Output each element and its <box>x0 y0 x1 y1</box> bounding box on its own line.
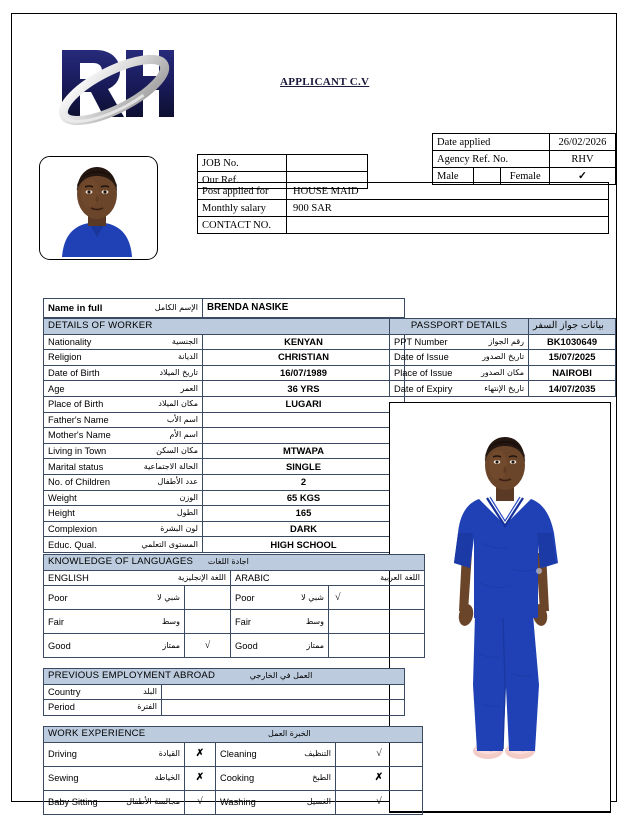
job-no-value[interactable] <box>287 155 368 172</box>
detail-label-ar: الجنسية <box>171 336 198 346</box>
table-row <box>44 412 405 428</box>
previous-employment-title-en: PREVIOUS EMPLOYMENT ABROAD <box>48 670 216 682</box>
work-task-right-mark[interactable]: ✗ <box>336 766 423 790</box>
passport-details-title: PASSPORT DETAILS <box>390 319 529 335</box>
work-task-right-mark[interactable]: √ <box>336 790 423 814</box>
female-checkbox[interactable]: ✓ <box>549 168 615 185</box>
detail-label-en: Age <box>48 383 65 394</box>
table-row <box>44 299 405 318</box>
detail-label-en: Height <box>48 508 75 519</box>
detail-value[interactable] <box>203 428 405 444</box>
detail-label-ar: المستوى التعلمي <box>141 539 198 549</box>
table-row <box>390 334 616 350</box>
detail-label-en: Complexion <box>48 524 98 535</box>
work-experience-band <box>44 727 423 743</box>
male-label: Male <box>433 168 474 185</box>
work-task-right-en: Cleaning <box>220 749 257 760</box>
male-checkbox[interactable] <box>474 168 501 185</box>
english-level-label-en: Good <box>48 640 71 651</box>
passport-details-table <box>389 318 616 397</box>
prev-employment-label-ar: الفترة <box>137 702 157 712</box>
female-label: Female <box>501 168 549 185</box>
arabic-level-label-en: Good <box>235 640 258 651</box>
agency-ref-label: Agency Ref. No. <box>433 151 550 168</box>
details-of-worker-band <box>44 319 405 335</box>
work-task-right-en: Cooking <box>220 773 255 784</box>
table-row <box>44 537 405 553</box>
arabic-level-label-ar: ممتاز <box>306 640 324 650</box>
detail-label-en: Religion <box>48 352 82 363</box>
passport-label-ar: تاريخ الإنتهاء <box>484 383 525 393</box>
detail-label-ar: مكان السكن <box>156 446 198 456</box>
table-row <box>44 766 423 790</box>
table-row <box>44 521 405 537</box>
work-task-left-ar: القيادة <box>158 749 180 759</box>
arabic-label-ar: اللغة العربية <box>380 572 420 582</box>
table-row <box>44 350 405 366</box>
contact-no-value[interactable] <box>287 217 609 234</box>
table-row <box>198 155 368 172</box>
english-level-mark[interactable]: √ <box>185 634 231 658</box>
arabic-level-label-en: Fair <box>235 616 252 627</box>
table-row <box>390 365 616 381</box>
english-level-mark[interactable] <box>185 610 231 634</box>
table-row <box>44 570 425 586</box>
table-row <box>44 586 425 610</box>
english-level-label-ar: شبي لا <box>157 592 180 602</box>
detail-label-en: Mother's Name <box>48 430 111 441</box>
table-row <box>44 365 405 381</box>
prev-employment-value[interactable] <box>162 700 405 716</box>
table-row <box>390 381 616 397</box>
table-row <box>198 183 609 200</box>
arabic-level-label-ar: شبي لا <box>301 592 324 602</box>
english-level-label-en: Fair <box>48 616 65 627</box>
detail-value[interactable]: SINGLE <box>203 459 405 475</box>
table-row <box>44 634 425 658</box>
english-label-en: ENGLISH <box>48 572 89 583</box>
arabic-label-en: ARABIC <box>235 572 270 583</box>
name-in-full-table <box>43 298 405 318</box>
detail-value[interactable]: DARK <box>203 521 405 537</box>
detail-label-ar: الحالة الاجتماعية <box>143 461 198 471</box>
detail-label-en: No. of Children <box>48 477 111 488</box>
detail-label-en: Nationality <box>48 336 92 347</box>
work-task-left-mark[interactable]: ✗ <box>185 742 216 766</box>
table-row <box>44 396 405 412</box>
work-task-left-ar: مجالسة الأطفال <box>126 797 180 807</box>
detail-label-en: Living in Town <box>48 446 107 457</box>
date-applied-value[interactable]: 26/02/2026 <box>549 134 615 151</box>
work-task-right-ar: الغسيل <box>306 797 331 807</box>
work-task-right-ar: الطبخ <box>312 773 331 783</box>
detail-label-ar: الوزن <box>179 492 198 502</box>
passport-label-en: Date of Issue <box>394 352 449 363</box>
detail-label-ar: عدد الأطفال <box>157 477 198 487</box>
passport-label-en: Place of Issue <box>394 368 453 379</box>
passport-label-en: PPT Number <box>394 336 448 347</box>
job-no-label: JOB No. <box>198 155 287 172</box>
table-row <box>44 474 405 490</box>
detail-value[interactable]: LUGARI <box>203 396 405 412</box>
name-in-full-value[interactable]: BRENDA NASIKE <box>203 299 405 318</box>
detail-value[interactable]: 36 YRS <box>203 381 405 397</box>
detail-label-ar: الديانة <box>177 352 198 362</box>
previous-employment-band <box>44 669 405 685</box>
table-row <box>44 506 405 522</box>
detail-label-ar: تاريخ الميلاد <box>159 368 198 378</box>
post-applied-label: Post applied for <box>198 183 287 200</box>
detail-value[interactable]: CHRISTIAN <box>203 350 405 366</box>
details-of-worker-title: DETAILS OF WORKER <box>44 319 405 335</box>
application-meta-table <box>432 133 616 185</box>
table-row <box>433 134 616 151</box>
languages-title-en: KNOWLEDGE OF LANGUAGES <box>48 556 194 568</box>
languages-title-ar: اجادة اللغات <box>207 557 249 567</box>
passport-value[interactable]: BK1030649 <box>529 334 616 350</box>
prev-employment-label-en: Period <box>48 702 75 713</box>
detail-label-en: Father's Name <box>48 414 109 425</box>
table-row <box>44 610 425 634</box>
detail-label-en: Place of Birth <box>48 399 104 410</box>
english-level-label-en: Poor <box>48 592 68 603</box>
english-level-label-ar: وسط <box>161 616 180 626</box>
prev-employment-label-en: Country <box>48 686 81 697</box>
table-row <box>198 217 609 234</box>
english-label-ar: اللغة الإنجليزية <box>177 572 226 582</box>
document-page <box>11 13 617 808</box>
date-applied-label: Date applied <box>433 134 550 151</box>
table-row <box>390 350 616 366</box>
detail-value[interactable]: 16/07/1989 <box>203 365 405 381</box>
detail-value[interactable]: KENYAN <box>203 334 405 350</box>
monthly-salary-label: Monthly salary <box>198 200 287 217</box>
arabic-level-label-en: Poor <box>235 592 255 603</box>
detail-label-ar: اسم الأب <box>166 414 198 424</box>
passport-label-ar: تاريخ الصدور <box>482 352 525 362</box>
work-experience-title-en: WORK EXPERIENCE <box>48 728 146 740</box>
applicant-headshot-photo <box>39 156 158 260</box>
table-row <box>44 459 405 475</box>
detail-label-en: Marital status <box>48 461 104 472</box>
detail-label-ar: اسم الأم <box>169 430 198 440</box>
work-task-right-ar: التنظيف <box>304 749 331 759</box>
passport-label-ar: رقم الجواز <box>488 336 525 346</box>
english-level-mark[interactable] <box>185 586 231 610</box>
contact-no-label: CONTACT NO. <box>198 217 287 234</box>
table-row <box>44 381 405 397</box>
work-task-left-ar: الخياطة <box>154 773 180 783</box>
post-applied-value[interactable]: HOUSE MAID <box>287 183 609 200</box>
passport-details-band <box>390 319 616 335</box>
name-in-full-label-ar: الإسم الكامل <box>154 302 198 312</box>
arabic-level-mark[interactable] <box>329 634 425 658</box>
knowledge-of-languages-table <box>43 554 425 658</box>
detail-label-ar: مكان الميلاد <box>158 399 198 409</box>
work-task-left-en: Driving <box>48 749 77 760</box>
english-level-label-ar: ممتاز <box>162 640 180 650</box>
arabic-level-mark[interactable]: √ <box>329 586 425 610</box>
passport-label-ar: مكان الصدور <box>480 368 525 378</box>
prev-employment-label-ar: البلد <box>143 686 157 696</box>
work-experience-title-ar: الخبرة العمل <box>268 729 311 739</box>
detail-value[interactable] <box>203 412 405 428</box>
passport-label-en: Date of Expiry <box>394 383 453 394</box>
table-row <box>44 428 405 444</box>
table-row <box>433 151 616 168</box>
previous-employment-table <box>43 668 405 716</box>
post-applied-table <box>197 182 609 234</box>
agency-ref-value[interactable]: RHV <box>549 151 615 168</box>
detail-value[interactable]: 165 <box>203 506 405 522</box>
details-of-worker-table <box>43 318 405 553</box>
work-task-left-mark[interactable]: √ <box>185 790 216 814</box>
languages-band <box>44 555 425 571</box>
company-logo <box>54 42 174 134</box>
table-row <box>44 684 405 700</box>
work-experience-table <box>43 726 423 815</box>
work-task-left-en: Sewing <box>48 773 79 784</box>
name-in-full-label-en: Name in full <box>48 302 103 314</box>
table-row <box>44 790 423 814</box>
detail-value[interactable]: 65 KGS <box>203 490 405 506</box>
work-task-right-en: Washing <box>220 797 256 808</box>
detail-label-en: Date of Birth <box>48 368 100 379</box>
table-row <box>198 200 609 217</box>
detail-label-ar: الطول <box>176 508 198 518</box>
work-task-right-mark[interactable]: √ <box>336 742 423 766</box>
detail-label-en: Educ. Qual. <box>48 539 97 550</box>
detail-value[interactable]: 2 <box>203 474 405 490</box>
detail-value[interactable]: HIGH SCHOOL <box>203 537 405 553</box>
passport-value[interactable]: NAIROBI <box>529 365 616 381</box>
prev-employment-value[interactable] <box>162 684 405 700</box>
passport-value[interactable]: 14/07/2035 <box>529 381 616 397</box>
previous-employment-title-ar: العمل في الخارجي <box>249 671 313 681</box>
table-row <box>44 700 405 716</box>
passport-value[interactable]: 15/07/2025 <box>529 350 616 366</box>
table-row <box>433 168 616 185</box>
arabic-level-label-ar: وسط <box>305 616 324 626</box>
our-ref-label: Our Ref. <box>198 172 287 189</box>
work-task-left-en: Baby Sitting <box>48 797 98 808</box>
detail-value[interactable]: MTWAPA <box>203 443 405 459</box>
detail-label-ar: العمر <box>180 383 198 393</box>
table-row <box>44 443 405 459</box>
work-task-left-mark[interactable]: ✗ <box>185 766 216 790</box>
passport-details-title-ar: بيانات جواز السفر <box>529 319 616 335</box>
detail-label-ar: لون البشرة <box>160 524 198 534</box>
page-title: APPLICANT C.V <box>280 76 370 88</box>
detail-label-en: Weight <box>48 492 77 503</box>
arabic-level-mark[interactable] <box>329 610 425 634</box>
monthly-salary-value[interactable]: 900 SAR <box>287 200 609 217</box>
table-row <box>44 334 405 350</box>
table-row <box>44 742 423 766</box>
table-row <box>44 490 405 506</box>
